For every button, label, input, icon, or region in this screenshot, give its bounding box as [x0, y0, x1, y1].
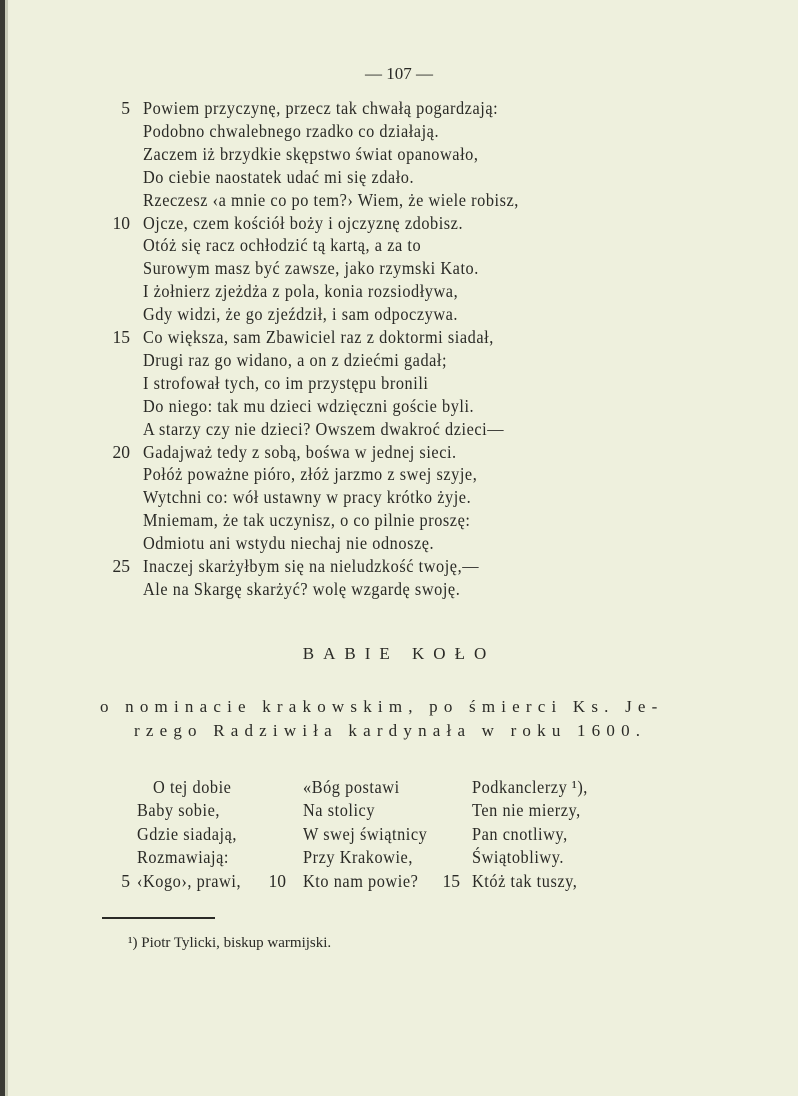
line-number: 10: [268, 870, 286, 891]
line-number: 10: [112, 212, 130, 233]
poem-line: Gadajważ tedy z sobą, bośwa w jednej sieci.: [143, 441, 457, 462]
poem-line: Wytchni co: wół ustawny w pracy krótko żyje.: [143, 487, 472, 508]
poem-line: I strofował tych, co im przystępu bronili: [143, 372, 429, 393]
footnote-rule: [102, 917, 215, 919]
line-number: 15: [112, 327, 130, 347]
poem-line: Co większa, sam Zbawiciel raz z doktormi siadał,: [143, 327, 494, 347]
poem-line: Inaczej skarżyłbym się na nieludzkość twoję,—: [143, 556, 480, 576]
poem-line: A starzy czy nie dzieci? Owszem dwakroć dzieci—: [143, 418, 505, 439]
column-verse-line: «Bóg postawi: [303, 777, 400, 797]
poem-line: Zaczem iż brzydkie skępstwo świat opanowało,: [143, 143, 479, 164]
subtitle-line-2: rzego Radziwiła kardynała w roku 1600.: [134, 721, 647, 740]
poem-line: Surowym masz być zawsze, jako rzymski Kato.: [143, 258, 479, 279]
column-verse-line: Podkanclerzy ¹),: [472, 777, 588, 797]
column-verse-line: Świątobliwy.: [472, 847, 564, 868]
page-number: — 107 —: [365, 64, 433, 83]
poem-line: Mniemam, że tak uczynisz, o co pilnie proszę:: [143, 510, 471, 531]
poem-line: Podobno chwalebnego rzadko co działają.: [143, 120, 440, 141]
poem-line: Gdy widzi, że go zjeździł, i sam odpoczywa.: [143, 304, 459, 325]
poem-line: Połóż poważne pióro, złóż jarzmo z swej szyje,: [143, 464, 478, 485]
poem-line: Powiem przyczynę, przecz tak chwałą pogardzają:: [143, 98, 499, 118]
column-verse-line: Ten nie mierzy,: [472, 800, 581, 821]
column-verse-line: Na stolicy: [303, 800, 376, 821]
line-number: 20: [112, 441, 130, 462]
poem-line: Do niego: tak mu dzieci wdzięczni goście byli.: [143, 395, 475, 416]
poem-line: Otóż się racz ochłodzić tą kartą, a za to: [143, 235, 422, 256]
subtitle-line-1: o nominacie krakowskim, po śmierci Ks. Je-: [100, 697, 664, 716]
column-verse-line: W swej świątnicy: [303, 823, 428, 844]
line-number: 5: [121, 98, 130, 118]
poem-line: Rzeczesz ‹a mnie co po tem?› Wiem, że wiele robisz,: [143, 189, 519, 210]
column-verse-line: O tej dobie: [153, 777, 232, 797]
poem-line: Odmiotu ani wstydu niechaj nie odnoszę.: [143, 533, 435, 554]
footnote: ¹) Piotr Tylicki, biskup warmijski.: [128, 935, 332, 951]
column-verse-line: Któż tak tuszy,: [472, 870, 578, 891]
poem-line: Drugi raz go widano, a on z dziećmi gadał;: [143, 349, 448, 370]
poem-line: I żołnierz zjeżdża z pola, konia rozsiodływa,: [143, 281, 459, 302]
poem-line: Do ciebie naostatek udać mi się zdało.: [143, 166, 415, 187]
column-verse-line: Pan cnotliwy,: [472, 823, 568, 844]
line-number: 25: [112, 556, 130, 576]
line-number: 5: [121, 870, 130, 891]
section-title: BABIE KOŁO: [302, 644, 496, 663]
column-verse-line: Baby sobie,: [137, 800, 220, 821]
line-number: 15: [442, 870, 460, 891]
column-verse-line: Kto nam powie?: [303, 870, 419, 891]
poem-line: Ojcze, czem kościół boży i ojczyznę zdobisz.: [143, 212, 464, 233]
column-verse-line: Przy Krakowie,: [303, 847, 413, 868]
poem-line: Ale na Skargę skarżyć? wolę wzgardę swoję.: [143, 578, 461, 599]
column-verse-line: Gdzie siadają,: [137, 823, 238, 844]
column-verse-line: ‹Kogo›, prawi,: [137, 870, 242, 891]
column-verse-line: Rozmawiają:: [137, 847, 230, 868]
scan-edge-shadow: [5, 0, 8, 1096]
